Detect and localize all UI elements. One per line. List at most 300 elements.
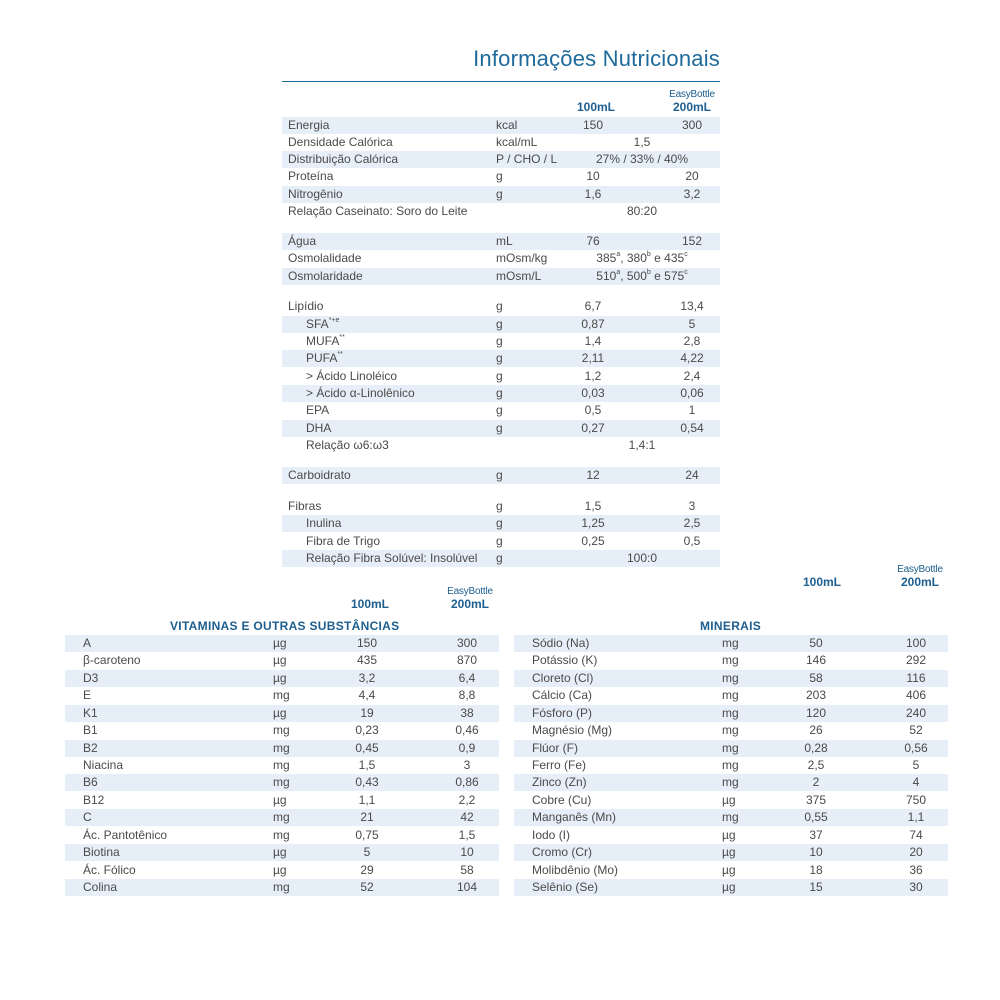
row-value-200ml: 0,46 <box>455 723 479 737</box>
row-unit: µg <box>722 793 736 807</box>
row-unit: mg <box>273 688 290 702</box>
row-label: Cromo (Cr) <box>532 845 592 859</box>
table-row <box>514 792 948 809</box>
row-value-200ml: 0,56 <box>904 741 928 755</box>
row-value-100ml: 2,11 <box>581 351 605 365</box>
row-label: B6 <box>83 775 98 789</box>
row-value-100ml: 0,45 <box>355 741 379 755</box>
row-label <box>288 467 351 484</box>
row-value-200ml: 300 <box>681 118 703 132</box>
row-value-100ml: 50 <box>809 636 823 650</box>
table-row <box>65 635 499 652</box>
table-row <box>282 368 720 385</box>
row-value-100ml: 18 <box>809 863 823 877</box>
row-value-100ml: 1,4 <box>584 334 602 348</box>
row-value-100ml: 10 <box>586 169 600 183</box>
table-row <box>65 862 499 879</box>
row-value-200ml: 13,4 <box>680 299 704 313</box>
row-unit: mOsm/kg <box>496 251 548 265</box>
row-value-100ml: 12 <box>586 468 600 482</box>
row-unit: g <box>496 516 503 530</box>
row-label <box>288 250 361 267</box>
row-label: Selênio (Se) <box>532 880 599 894</box>
value-superscript: c <box>684 251 688 258</box>
row-value-200ml: 2,2 <box>458 793 476 807</box>
row-label-text: Lipídio <box>288 299 324 313</box>
minerals-header-100ml: 100mL <box>802 575 842 589</box>
easybottle-label: EasyBottle <box>669 89 715 100</box>
row-unit: g <box>496 369 503 383</box>
row-label <box>306 350 343 367</box>
row-label-text: PUFA <box>306 351 338 365</box>
row-value-100ml: 1,2 <box>584 369 602 383</box>
row-value-100ml: 4,4 <box>358 688 376 702</box>
row-value-100ml: 120 <box>805 706 827 720</box>
row-value-200ml: 38 <box>460 706 474 720</box>
row-value-200ml: 0,9 <box>458 741 476 755</box>
row-label: K1 <box>83 706 98 720</box>
table-row <box>514 705 948 722</box>
row-value-100ml: 203 <box>805 688 827 702</box>
row-label: Manganês (Mn) <box>532 810 617 824</box>
row-unit: g <box>496 551 503 565</box>
row-value-200ml: 0,54 <box>680 421 704 435</box>
row-value-200ml: 10 <box>460 845 474 859</box>
table-row <box>514 809 948 826</box>
row-value-100ml: 19 <box>360 706 374 720</box>
row-label <box>306 385 415 402</box>
table-row <box>282 515 720 532</box>
table-row <box>65 652 499 669</box>
table-row <box>514 652 948 669</box>
row-value-200ml: 0,06 <box>680 386 704 400</box>
row-value-200ml: 104 <box>456 880 478 894</box>
table-row <box>282 350 720 367</box>
row-unit: µg <box>273 863 287 877</box>
row-label: Cobre (Cu) <box>532 793 592 807</box>
row-label <box>288 498 321 515</box>
table-row <box>65 774 499 791</box>
row-unit: µg <box>273 845 287 859</box>
row-value-100ml: 435 <box>356 653 378 667</box>
row-value-100ml: 0,25 <box>581 534 605 548</box>
row-unit: µg <box>273 671 287 685</box>
row-label <box>306 333 345 350</box>
row-value-100ml: 21 <box>360 810 374 824</box>
row-value-100ml: 15 <box>809 880 823 894</box>
row-value-200ml: 42 <box>460 810 474 824</box>
row-value-100ml: 3,2 <box>358 671 376 685</box>
row-unit: mg <box>273 810 290 824</box>
row-value-100ml: 0,5 <box>584 403 602 417</box>
table-row <box>514 722 948 739</box>
row-label-text: > Ácido α-Linolênico <box>306 386 415 400</box>
value-superscript: c <box>684 269 688 276</box>
table-row <box>282 437 720 454</box>
row-value-200ml: 2,4 <box>683 369 701 383</box>
row-label: Molibdênio (Mo) <box>532 863 619 877</box>
vitamins-header-100ml: 100mL <box>350 597 390 611</box>
row-value-200ml: 1,1 <box>907 810 925 824</box>
row-value-200ml: 0,5 <box>683 534 701 548</box>
row-label-text: MUFA <box>306 334 340 348</box>
row-label <box>288 298 323 315</box>
row-value-200ml: 116 <box>906 671 926 685</box>
row-label: Sódio (Na) <box>532 636 590 650</box>
row-label-text: SFA <box>306 317 329 331</box>
row-value-200ml: 36 <box>909 863 923 877</box>
value-superscript: a <box>616 251 621 258</box>
row-unit: mg <box>273 775 290 789</box>
row-unit: g <box>496 334 503 348</box>
row-label-text: Energia <box>288 118 330 132</box>
row-value-200ml: 3,2 <box>683 187 701 201</box>
row-label: C <box>83 810 92 824</box>
row-unit: kcal/mL <box>496 135 538 149</box>
row-value-100ml: 0,55 <box>804 810 828 824</box>
row-value-100ml: 375 <box>805 793 827 807</box>
row-unit: µg <box>273 653 287 667</box>
row-label <box>288 168 333 185</box>
row-label <box>306 368 397 385</box>
row-unit: µg <box>273 636 287 650</box>
table-row <box>514 635 948 652</box>
row-value-100ml: 0,03 <box>581 386 605 400</box>
row-label <box>288 268 363 285</box>
row-unit: g <box>496 317 503 331</box>
table-row <box>282 134 720 151</box>
table-row <box>65 879 499 896</box>
row-merged-value: 100:0 <box>626 551 658 565</box>
table-row <box>282 203 720 220</box>
row-merged-value <box>552 268 732 285</box>
row-unit: P / CHO / L <box>496 152 558 166</box>
row-value-200ml: 750 <box>905 793 927 807</box>
row-value-100ml: 52 <box>360 880 374 894</box>
row-value-100ml: 150 <box>582 118 604 132</box>
table-row <box>65 705 499 722</box>
row-unit: g <box>496 421 503 435</box>
row-value-100ml: 150 <box>356 636 378 650</box>
row-label <box>288 233 316 250</box>
row-unit: µg <box>722 880 736 894</box>
row-unit: g <box>496 187 503 201</box>
table-row <box>282 402 720 419</box>
table-row <box>282 385 720 402</box>
row-label: Ác. Fólico <box>83 863 136 877</box>
minerals-title: MINERAIS <box>700 619 762 633</box>
row-value-100ml: 26 <box>809 723 823 737</box>
row-label: Colina <box>83 880 118 894</box>
row-label-text: Osmolalidade <box>288 251 362 265</box>
row-value-100ml: 6,7 <box>584 299 602 313</box>
row-unit: mg <box>722 741 739 755</box>
row-label: B12 <box>83 793 105 807</box>
row-unit: g <box>496 169 503 183</box>
row-unit: mg <box>273 758 290 772</box>
row-value-100ml: 29 <box>360 863 374 877</box>
row-unit: mg <box>722 671 739 685</box>
row-label <box>288 117 329 134</box>
row-label <box>306 437 389 454</box>
table-row <box>282 151 720 168</box>
table-row <box>282 550 720 567</box>
value-part: e 575 <box>650 269 685 283</box>
table-row <box>65 740 499 757</box>
row-unit: mg <box>722 653 739 667</box>
row-value-100ml: 58 <box>809 671 823 685</box>
row-label-text: Osmolaridade <box>288 269 363 283</box>
row-value-200ml: 6,4 <box>458 671 476 685</box>
row-label: Ác. Pantotênico <box>83 828 168 842</box>
table-row <box>282 298 720 315</box>
easybottle-label: EasyBottle <box>447 586 493 597</box>
row-label: Magnésio (Mg) <box>532 723 613 737</box>
row-unit: µg <box>722 863 736 877</box>
row-value-100ml: 1,25 <box>581 516 605 530</box>
table-row <box>514 774 948 791</box>
vitamins-header-200ml <box>440 586 500 610</box>
row-value-200ml: 2,8 <box>683 334 701 348</box>
row-label: Zinco (Zn) <box>532 775 587 789</box>
row-value-100ml: 0,28 <box>804 741 828 755</box>
minerals-header-200ml <box>890 564 950 588</box>
row-merged-value: 27% / 33% / 40% <box>595 152 689 166</box>
table-row <box>282 233 720 250</box>
row-label-text: Nitrogênio <box>288 187 343 201</box>
row-value-100ml: 1,6 <box>584 187 602 201</box>
row-label: Cloreto (Cl) <box>532 671 594 685</box>
header-200ml-label: 200mL <box>450 597 490 611</box>
row-value-200ml: 4,22 <box>680 351 704 365</box>
value-part: , 380 <box>620 251 647 265</box>
row-value-100ml: 0,23 <box>355 723 379 737</box>
row-value-200ml: 100 <box>905 636 927 650</box>
row-label: Niacina <box>83 758 124 772</box>
row-label: Ferro (Fe) <box>532 758 586 772</box>
table-row <box>65 844 499 861</box>
row-label: D3 <box>83 671 99 685</box>
main-header-200ml <box>662 89 722 113</box>
row-label <box>306 316 339 333</box>
row-unit: µg <box>273 793 287 807</box>
row-label <box>306 402 329 419</box>
table-row <box>514 687 948 704</box>
main-header-100ml: 100mL <box>576 100 616 114</box>
row-label <box>288 203 467 220</box>
row-unit: mg <box>722 758 739 772</box>
row-unit: mg <box>722 688 739 702</box>
row-value-200ml: 30 <box>909 880 923 894</box>
table-row <box>514 827 948 844</box>
row-unit: g <box>496 299 503 313</box>
row-value-100ml: 5 <box>363 845 371 859</box>
table-row <box>282 333 720 350</box>
row-value-100ml: 146 <box>805 653 827 667</box>
row-label: Biotina <box>83 845 120 859</box>
row-value-200ml: 292 <box>905 653 927 667</box>
row-label-text: Relação Caseinato: Soro do Leite <box>288 204 468 218</box>
row-unit: mg <box>273 723 290 737</box>
row-unit: kcal <box>496 118 518 132</box>
table-row <box>282 467 720 484</box>
row-value-200ml: 52 <box>909 723 923 737</box>
row-label-text: DHA <box>306 421 332 435</box>
row-label-text: Carboidrato <box>288 468 351 482</box>
row-unit: mL <box>496 234 513 248</box>
vitamins-title: VITAMINAS E OUTRAS SUBSTÂNCIAS <box>170 619 400 633</box>
row-label: B2 <box>83 741 98 755</box>
row-value-200ml: 5 <box>912 758 920 772</box>
row-label: Flúor (F) <box>532 741 578 755</box>
table-row <box>282 186 720 203</box>
row-value-200ml: 5 <box>688 317 696 331</box>
row-value-100ml: 0,87 <box>581 317 605 331</box>
table-row <box>65 757 499 774</box>
table-row <box>282 168 720 185</box>
row-label <box>306 420 331 437</box>
row-value-200ml: 20 <box>909 845 923 859</box>
row-value-100ml: 37 <box>809 828 823 842</box>
value-superscript: b <box>646 251 651 258</box>
row-value-200ml: 870 <box>456 653 478 667</box>
row-value-200ml: 2,5 <box>683 516 701 530</box>
row-unit: mg <box>273 880 290 894</box>
row-unit: µg <box>722 845 736 859</box>
row-unit: µg <box>722 828 736 842</box>
row-label <box>288 186 343 203</box>
row-label-text: Fibras <box>288 499 322 513</box>
row-value-100ml: 1,5 <box>358 758 376 772</box>
table-row <box>65 792 499 809</box>
row-label: Fósforo (P) <box>532 706 593 720</box>
row-merged-value: 80:20 <box>626 204 658 218</box>
value-part: e 435 <box>650 251 685 265</box>
row-value-200ml: 3 <box>688 499 696 513</box>
table-row <box>282 533 720 550</box>
row-label-text: Relação ω6:ω3 <box>306 438 389 452</box>
row-unit: g <box>496 534 503 548</box>
row-value-100ml: 10 <box>809 845 823 859</box>
row-value-100ml: 76 <box>586 234 600 248</box>
row-value-200ml: 24 <box>685 468 699 482</box>
table-row <box>282 316 720 333</box>
row-label-text: Proteína <box>288 169 334 183</box>
value-superscript: b <box>646 269 651 276</box>
row-unit: mg <box>722 706 739 720</box>
table-row <box>514 757 948 774</box>
row-label <box>306 533 380 550</box>
table-row <box>514 879 948 896</box>
row-merged-value: 1,5 <box>633 135 651 149</box>
row-label: E <box>83 688 92 702</box>
table-row <box>514 862 948 879</box>
value-part: , 500 <box>620 269 647 283</box>
row-value-200ml: 1,5 <box>458 828 476 842</box>
row-value-200ml: 0,86 <box>455 775 479 789</box>
row-label-text: Água <box>288 234 317 248</box>
row-value-100ml: 1,5 <box>584 499 602 513</box>
table-row <box>514 670 948 687</box>
row-unit: mg <box>722 723 739 737</box>
row-value-100ml: 1,1 <box>358 793 376 807</box>
row-unit: g <box>496 386 503 400</box>
table-row <box>65 722 499 739</box>
row-label <box>306 550 477 567</box>
row-value-200ml: 240 <box>905 706 927 720</box>
row-merged-value: 1,4:1 <box>628 438 656 452</box>
row-label-text: Fibra de Trigo <box>306 534 381 548</box>
row-unit: mg <box>722 810 739 824</box>
row-label: Cálcio (Ca) <box>532 688 593 702</box>
row-value-200ml: 406 <box>905 688 927 702</box>
row-value-100ml: 2,5 <box>807 758 825 772</box>
value-part: 385 <box>596 251 617 265</box>
row-label-text: Densidade Calórica <box>288 135 393 149</box>
table-row <box>282 420 720 437</box>
row-label: A <box>83 636 92 650</box>
row-value-100ml: 0,43 <box>355 775 379 789</box>
title-divider <box>282 81 720 82</box>
row-value-100ml: 0,75 <box>355 828 379 842</box>
row-label-text: EPA <box>306 403 330 417</box>
row-value-100ml: 0,27 <box>581 421 605 435</box>
row-unit: mg <box>273 741 290 755</box>
row-label-sup: *+e <box>328 317 340 324</box>
header-200ml-label: 200mL <box>672 100 712 114</box>
row-label-sup: ** <box>339 334 345 341</box>
table-row <box>65 687 499 704</box>
row-unit: g <box>496 499 503 513</box>
row-unit: mg <box>273 828 290 842</box>
row-value-200ml: 300 <box>456 636 478 650</box>
row-label: Potássio (K) <box>532 653 598 667</box>
row-unit: g <box>496 403 503 417</box>
easybottle-label: EasyBottle <box>897 564 943 575</box>
table-row <box>514 740 948 757</box>
row-label <box>288 134 393 151</box>
row-value-200ml: 74 <box>909 828 923 842</box>
row-value-200ml: 3 <box>463 758 471 772</box>
row-label <box>288 151 398 168</box>
row-unit: µg <box>273 706 287 720</box>
header-200ml-label: 200mL <box>900 575 940 589</box>
row-label: Iodo (I) <box>532 828 571 842</box>
row-unit: g <box>496 468 503 482</box>
page-title: Informações Nutricionais <box>473 46 720 71</box>
value-superscript: a <box>616 269 621 276</box>
row-value-200ml: 1 <box>688 403 696 417</box>
row-label: β-caroteno <box>83 653 141 667</box>
row-value-200ml: 58 <box>460 863 474 877</box>
row-label-text: Inulina <box>306 516 342 530</box>
row-merged-value <box>552 250 732 267</box>
row-unit: mg <box>722 636 739 650</box>
row-label: B1 <box>83 723 98 737</box>
table-row <box>282 268 720 285</box>
table-row <box>282 250 720 267</box>
row-unit: g <box>496 351 503 365</box>
row-label-text: Relação Fibra Solúvel: Insolúvel <box>306 551 478 565</box>
row-label-sup: ** <box>337 351 343 358</box>
table-row <box>514 844 948 861</box>
row-value-200ml: 8,8 <box>458 688 476 702</box>
row-label-text: Distribuição Calórica <box>288 152 399 166</box>
row-unit: mOsm/L <box>496 269 542 283</box>
row-label-text: > Ácido Linoléico <box>306 369 398 383</box>
table-row <box>282 498 720 515</box>
row-unit: mg <box>722 775 739 789</box>
